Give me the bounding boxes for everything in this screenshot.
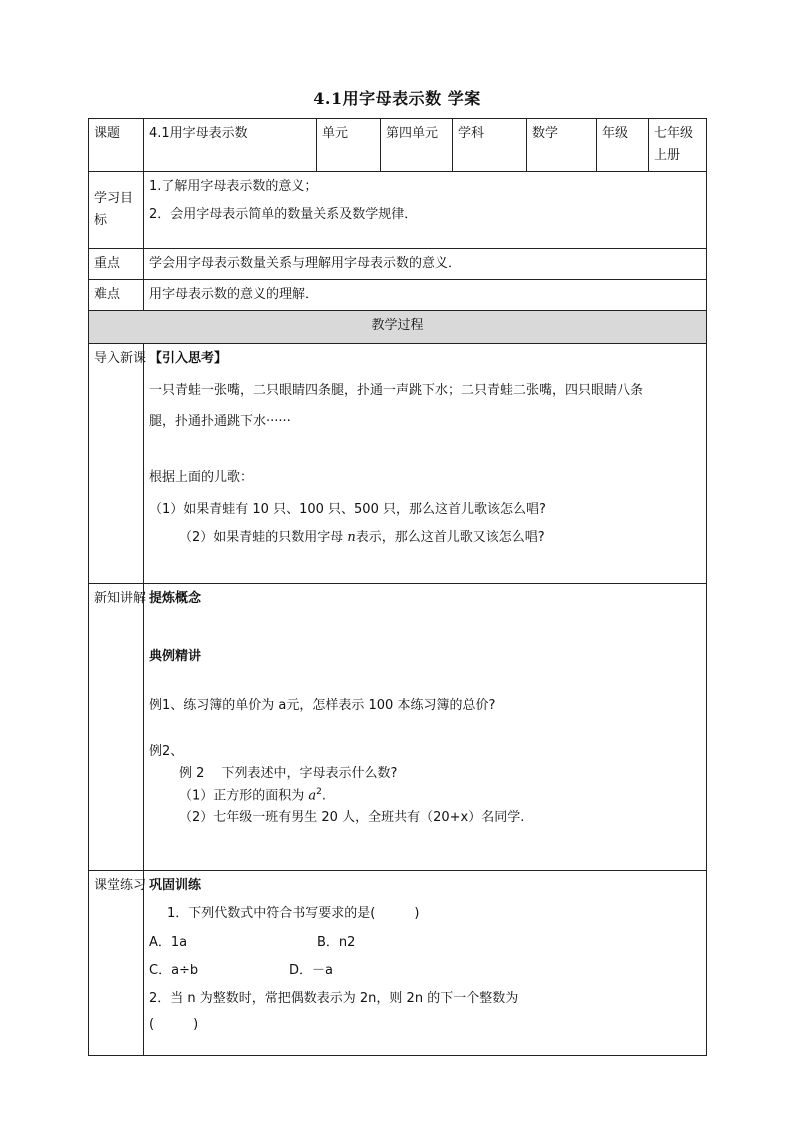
intro-label-text: 导入新课 xyxy=(94,351,147,367)
intro-heading: 【引入思考】 xyxy=(149,351,228,367)
process-header-row xyxy=(89,311,707,344)
process-header: 教学过程 xyxy=(89,311,707,344)
new-knowledge-label xyxy=(89,584,147,871)
option-b: B．n2 xyxy=(317,934,356,950)
intro-question-2 xyxy=(149,527,701,549)
option-c: C．a÷b xyxy=(149,962,199,978)
ex2-text: . xyxy=(321,788,327,804)
practice-options-row xyxy=(149,932,701,954)
goals-label: 学习目标 xyxy=(89,172,144,249)
difficulty-label: 难点 xyxy=(89,280,144,311)
q2-text: （2）如果青蛙的只数用字母 xyxy=(179,529,348,545)
example-heading: 典例精讲 xyxy=(149,649,202,665)
goals-row xyxy=(89,172,707,249)
subject-value: 数学 xyxy=(527,119,597,172)
goal-item: 1.了解用字母表示数的意义； xyxy=(149,179,318,195)
practice-row xyxy=(89,871,707,1056)
option-a: A．1a xyxy=(149,934,188,950)
goals-content xyxy=(144,172,707,249)
key-point-label: 重点 xyxy=(89,249,144,280)
difficulty-value: 用字母表示数的意义的理解． xyxy=(144,280,707,311)
practice-question-2-blank: ( ) xyxy=(149,1016,199,1032)
example-2-label: 例2、 xyxy=(149,743,184,759)
unit-value: 第四单元 xyxy=(381,119,453,172)
example-1: 例1、练习簿的单价为 a元，怎样表示 100 本练习簿的总价? xyxy=(149,697,496,713)
practice-heading: 巩固训练 xyxy=(149,878,202,894)
q2-variable: n xyxy=(347,529,356,545)
intro-content xyxy=(144,344,707,584)
concept-heading: 提炼概念 xyxy=(149,591,202,607)
intro-label xyxy=(89,344,147,584)
intro-row xyxy=(89,344,707,584)
practice-label xyxy=(89,871,147,1056)
topic-label: 课题 xyxy=(89,119,144,172)
page-title: 4.1用字母表示数 学案 xyxy=(313,89,481,108)
key-point-row xyxy=(89,249,707,280)
ex2-exponent: 2 xyxy=(316,786,322,797)
example-2-title: 例 2 下列表述中，字母表示什么数? xyxy=(179,765,398,781)
new-knowledge-label-text: 新知讲解 xyxy=(94,591,147,607)
lesson-table xyxy=(88,118,707,1056)
grade-label: 年级 xyxy=(597,119,649,172)
option-d: D．－a xyxy=(289,962,333,978)
goal-item: 2．会用字母表示简单的数量关系及数学规律． xyxy=(149,207,418,223)
ex2-variable: a xyxy=(308,788,317,804)
header-row xyxy=(89,119,707,172)
new-knowledge-row xyxy=(89,584,707,871)
practice-options-row xyxy=(149,960,701,982)
example-2-item-2: （2）七年级一班有男生 20 人，全班共有（20+x）名同学. xyxy=(179,810,525,826)
ex2-text: （1）正方形的面积为 xyxy=(179,788,309,804)
topic-value: 4.1用字母表示数 xyxy=(144,119,317,172)
example-2-item-1 xyxy=(149,785,701,807)
unit-label: 单元 xyxy=(317,119,381,172)
song-line: 腿，扑通扑通跳下水······ xyxy=(149,413,291,429)
practice-question-1: 1．下列代数式中符合书写要求的是( ) xyxy=(167,906,420,922)
new-knowledge-content xyxy=(144,584,707,871)
intro-question-1: （1）如果青蛙有 10 只、100 只、500 只，那么这首儿歌该怎么唱? xyxy=(149,501,546,517)
intro-prompt: 根据上面的儿歌： xyxy=(149,469,254,485)
grade-value: 七年级上册 xyxy=(649,119,707,172)
q2-text: 表示，那么这首儿歌又该怎么唱? xyxy=(355,529,545,545)
practice-question-2: 2．当 n 为整数时，常把偶数表示为 2n，则 2n 的下一个整数为 xyxy=(149,990,519,1006)
key-point-value: 学会用字母表示数量关系与理解用字母表示数的意义． xyxy=(144,249,707,280)
song-line: 一只青蛙一张嘴，二只眼睛四条腿，扑通一声跳下水；二只青蛙二张嘴，四只眼睛八条 xyxy=(149,383,644,399)
practice-content xyxy=(144,871,707,1056)
practice-label-text: 课堂练习 xyxy=(94,878,147,894)
difficulty-row xyxy=(89,280,707,311)
subject-label: 学科 xyxy=(453,119,527,172)
